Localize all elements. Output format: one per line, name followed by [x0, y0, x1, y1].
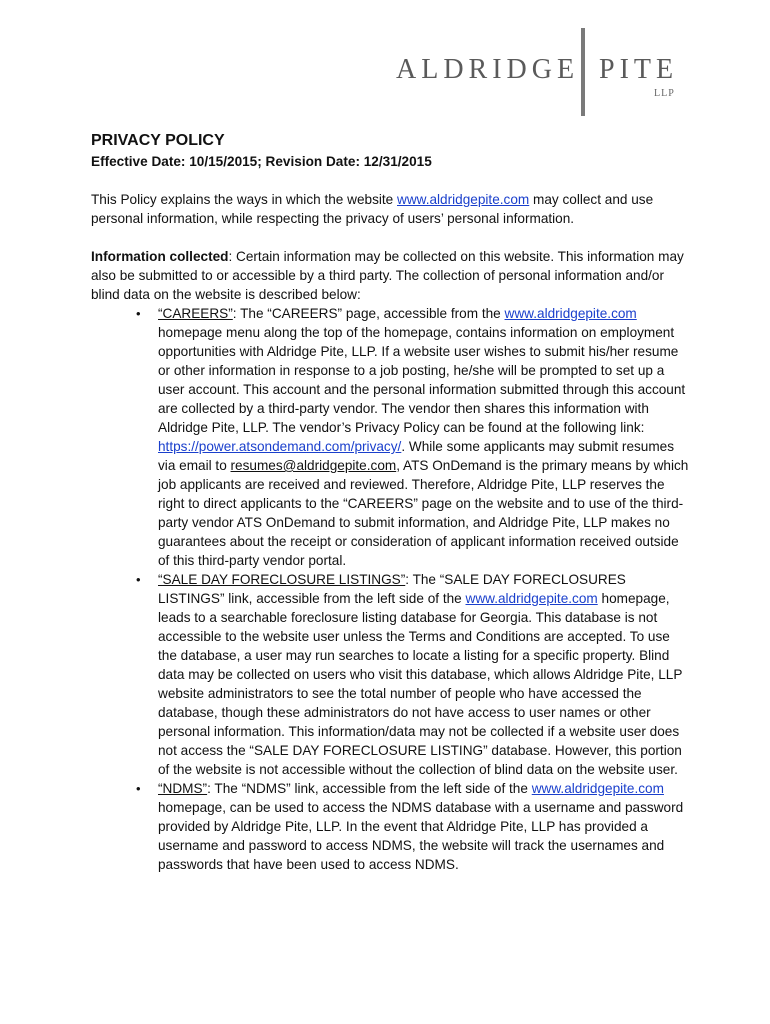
- resumes-email-link[interactable]: resumes@aldridgepite.com: [230, 458, 397, 473]
- intro-text-before: This Policy explains the ways in which the website: [91, 192, 397, 207]
- careers-text-2: homepage menu along the top of the homepage, contains information on employment opportunities with Aldridge Pite, LLP. If a website user wishes to submit his/her resume or other information in response to a job posting, he/she will be prompted to set up a user account. This account and the personal information submitted through this account are collected by a third-party vendor. The vendor then shares this information with Aldridge Pite, LLP. The vendor’s Privacy Policy can be found at the following link:: [158, 325, 686, 435]
- careers-title: “CAREERS”: [158, 306, 233, 321]
- careers-text-1: : The “CAREERS” page, accessible from the: [232, 306, 505, 321]
- list-item-sale-day: [136, 570, 691, 779]
- sale-day-title: “SALE DAY FORECLOSURE LISTINGS”: [158, 572, 406, 587]
- logo-pite-text: PITE: [599, 54, 679, 85]
- atsondemand-privacy-link[interactable]: https://power.atsondemand.com/privacy/: [158, 439, 402, 454]
- list-item-ndms: [136, 779, 691, 874]
- logo-llp-text: LLP: [654, 88, 675, 99]
- bullet-icon: •: [136, 781, 141, 796]
- information-collected-paragraph: [91, 247, 691, 304]
- logo-aldridge-text: ALDRIDGE: [396, 54, 580, 85]
- bullet-icon: •: [136, 306, 141, 321]
- logo-divider: [581, 28, 585, 116]
- careers-text-3: . While some applicants may submit resumes via email to: [158, 439, 675, 473]
- information-collected-label: Information collected: [91, 249, 229, 264]
- information-collected-text: : Certain information may be collected on this website. This information may also be submitted to or accessible by a third party. The collection of personal information and/or blind data on the website is described below:: [91, 249, 684, 302]
- collection-list: [91, 304, 691, 874]
- bullet-icon: •: [136, 572, 141, 587]
- sale-day-text-2: homepage, leads to a searchable foreclosure listing database for Georgia. This database is not accessible to the website user unless the Terms and Conditions are accepted. To use the database, a user may run searches to locate a listing for a specific property. Blind data may be collected on users who visit this database, which allows Aldridge Pite, LLP website administrators to see the total number of people who have accessed the database, though these administrators do not have access to user names or other personal information. This information/data may not be collected if a website user does not access the “SALE DAY FORECLOSURE LISTING” database. However, this portion of the website is not accessible without the collection of blind data on the website user.: [158, 591, 683, 777]
- ndms-text-2: homepage, can be used to access the NDMS database with a username and password provided by Aldridge Pite, LLP. In the event that Aldridge Pite, LLP has provided a username and password to access NDMS, the website will track the usernames and passwords that have been used to access NDMS.: [158, 800, 684, 872]
- sale-day-website-link[interactable]: www.aldridgepite.com: [465, 591, 598, 606]
- intro-paragraph: [91, 190, 691, 228]
- policy-document: [91, 130, 691, 874]
- company-logo: [396, 28, 686, 120]
- intro-text-after: may collect and use personal information, while respecting the privacy of users’ personal information.: [91, 192, 654, 226]
- list-item-careers: [136, 304, 691, 570]
- effective-dates: Effective Date: 10/15/2015; Revision Date: 12/31/2015: [91, 154, 432, 169]
- ndms-website-link[interactable]: www.aldridgepite.com: [531, 781, 664, 796]
- ndms-title: “NDMS”: [158, 781, 208, 796]
- careers-website-link[interactable]: www.aldridgepite.com: [504, 306, 637, 321]
- sale-day-text-1: : The “SALE DAY FORECLOSURES LISTINGS” link, accessible from the left side of the: [158, 572, 626, 606]
- page-title: PRIVACY POLICY: [91, 132, 225, 149]
- careers-text-4: , ATS OnDemand is the primary means by which job applicants are received and reviewed. Therefore, Aldridge Pite, LLP reserves the right to direct applicants to the “CAREERS” page on the website and to use of the third-party vendor ATS OnDemand to submit information, and Aldridge Pite, LLP makes no guarantees about the receipt or consideration of applicant information received outside of this third-party vendor portal.: [158, 458, 689, 568]
- ndms-text-1: : The “NDMS” link, accessible from the left side of the: [207, 781, 532, 796]
- intro-website-link[interactable]: www.aldridgepite.com: [397, 192, 530, 207]
